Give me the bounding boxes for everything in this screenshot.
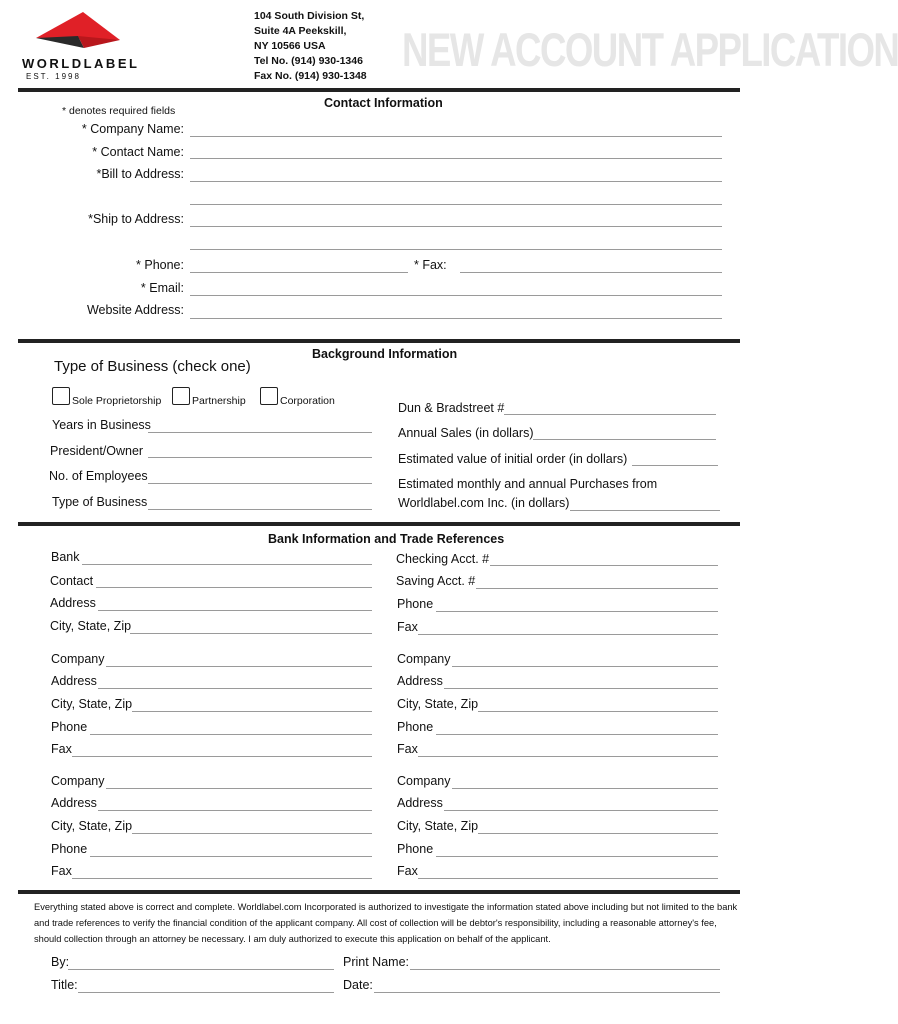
logo-est: EST. 1998 xyxy=(26,72,81,81)
ref4-company-label: Company xyxy=(397,774,451,788)
logo xyxy=(18,8,138,84)
bill-to-field[interactable] xyxy=(190,181,722,182)
address-line: Fax No. (914) 930-1348 xyxy=(254,70,367,82)
divider xyxy=(18,339,740,343)
ref3-fax-field[interactable] xyxy=(72,878,372,879)
annual-sales-label: Annual Sales (in dollars) xyxy=(398,426,534,440)
years-in-business-field[interactable] xyxy=(148,432,372,433)
email-label: * Email: xyxy=(140,281,184,295)
ref2-company-field[interactable] xyxy=(452,666,718,667)
ref4-company-field[interactable] xyxy=(452,788,718,789)
ref1-company-field[interactable] xyxy=(106,666,372,667)
corporation-checkbox[interactable] xyxy=(260,387,278,405)
bank-contact-field[interactable] xyxy=(96,587,372,588)
divider xyxy=(18,522,740,526)
address-line: 104 South Division St, xyxy=(254,10,365,22)
address-line: Suite 4A Peekskill, xyxy=(254,25,347,37)
phone-field[interactable] xyxy=(190,272,408,273)
required-note: * denotes required fields xyxy=(62,105,176,117)
legal-statement: Everything stated above is correct and complete. Worldlabel.com Incorporated is authorized to investigate the information stated above including but not limited to the bank and trade references to verify the financial condition of the applicant company. All cost of collection will be debtor's responsibility, including a reasonable attorney's fee, should collection through an attorney be necessary. I am duly authorized to execute this application on behalf of the applicant. xyxy=(34,902,738,944)
logo-mark-icon xyxy=(18,8,138,58)
title-field[interactable] xyxy=(78,992,334,993)
dun-bradstreet-label: Dun & Bradstreet # xyxy=(398,401,505,415)
bank-fax-field[interactable] xyxy=(418,634,718,635)
date-field[interactable] xyxy=(374,992,720,993)
checking-label: Checking Acct. # xyxy=(396,552,490,566)
initial-order-field[interactable] xyxy=(632,465,718,466)
contact-section-title: Contact Information xyxy=(324,96,443,110)
divider xyxy=(18,88,740,92)
employees-label: No. of Employees xyxy=(49,469,148,483)
ref2-fax-label: Fax xyxy=(397,742,418,756)
president-owner-label: President/Owner xyxy=(50,444,144,458)
business-type-field[interactable] xyxy=(148,509,372,510)
ref2-company-label: Company xyxy=(397,652,451,666)
bank-phone-label: Phone xyxy=(397,597,434,611)
business-type-label: Type of Business xyxy=(52,495,148,509)
ref1-city-label: City, State, Zip xyxy=(51,697,133,711)
ref4-city-label: City, State, Zip xyxy=(397,819,479,833)
page-title: NEW ACCOUNT APPLICATION xyxy=(402,23,898,76)
dun-bradstreet-field[interactable] xyxy=(504,414,716,415)
monthly-purchases-label-2: Worldlabel.com Inc. (in dollars) xyxy=(398,496,570,510)
phone-label: * Phone: xyxy=(136,258,184,272)
ref4-city-field[interactable] xyxy=(478,833,718,834)
bank-city-field[interactable] xyxy=(130,633,372,634)
bank-address-field[interactable] xyxy=(98,610,372,611)
ref3-city-label: City, State, Zip xyxy=(51,819,133,833)
ref4-address-label: Address xyxy=(397,796,443,810)
ref2-address-field[interactable] xyxy=(444,688,718,689)
ref2-phone-field[interactable] xyxy=(436,734,718,735)
company-name-field[interactable] xyxy=(190,136,722,137)
fax-label: * Fax: xyxy=(414,258,447,272)
saving-label: Saving Acct. # xyxy=(396,574,476,588)
ref2-city-field[interactable] xyxy=(478,711,718,712)
ship-to-label: *Ship to Address: xyxy=(88,212,184,226)
website-field[interactable] xyxy=(190,318,722,319)
annual-sales-field[interactable] xyxy=(533,439,716,440)
ref3-fax-label: Fax xyxy=(51,864,72,878)
background-section-title: Background Information xyxy=(312,347,458,361)
company-address xyxy=(254,9,367,84)
address-line: NY 10566 USA xyxy=(254,40,326,52)
checking-field[interactable] xyxy=(490,565,718,566)
ref3-city-field[interactable] xyxy=(132,833,372,834)
president-owner-field[interactable] xyxy=(148,457,372,458)
bill-to-label: *Bill to Address: xyxy=(96,167,184,181)
address-line: Tel No. (914) 930-1346 xyxy=(254,55,363,67)
ref2-phone-label: Phone xyxy=(397,720,434,734)
by-field[interactable] xyxy=(68,969,334,970)
logo-text: WORLDLABEL xyxy=(22,56,140,71)
email-field[interactable] xyxy=(190,295,722,296)
bank-field[interactable] xyxy=(82,564,372,565)
corporation-label: Corporation xyxy=(280,395,335,407)
bank-label: Bank xyxy=(51,550,80,564)
title-label: Title: xyxy=(51,978,78,992)
monthly-purchases-label: Estimated monthly and annual Purchases from xyxy=(398,477,658,491)
ship-to-field[interactable] xyxy=(190,226,722,227)
divider xyxy=(18,890,740,894)
bank-section-title: Bank Information and Trade References xyxy=(268,532,505,546)
ref1-fax-label: Fax xyxy=(51,742,72,756)
ref1-address-label: Address xyxy=(51,674,97,688)
ref4-fax-field[interactable] xyxy=(418,878,718,879)
bank-phone-field[interactable] xyxy=(436,611,718,612)
type-of-business-heading: Type of Business (check one) xyxy=(54,358,251,375)
ref2-address-label: Address xyxy=(397,674,443,688)
ref3-company-label: Company xyxy=(51,774,105,788)
ref1-city-field[interactable] xyxy=(132,711,372,712)
date-label: Date: xyxy=(343,978,373,992)
fax-field[interactable] xyxy=(460,272,722,273)
ref3-address-label: Address xyxy=(51,796,97,810)
ref4-phone-label: Phone xyxy=(397,842,434,856)
employees-field[interactable] xyxy=(148,483,372,484)
sole-proprietorship-checkbox[interactable] xyxy=(52,387,70,405)
years-in-business-label: Years in Business xyxy=(52,418,151,432)
ref1-phone-label: Phone xyxy=(51,720,88,734)
bank-address-label: Address xyxy=(50,596,96,610)
sole-proprietorship-label: Sole Proprietorship xyxy=(72,395,162,407)
ref1-address-field[interactable] xyxy=(98,688,372,689)
print-name-field[interactable] xyxy=(410,969,720,970)
contact-name-label: * Contact Name: xyxy=(92,145,184,159)
ref3-phone-field[interactable] xyxy=(90,856,372,857)
bank-contact-label: Contact xyxy=(50,574,94,588)
ref2-city-label: City, State, Zip xyxy=(397,697,479,711)
monthly-purchases-field[interactable] xyxy=(570,510,720,511)
ref1-company-label: Company xyxy=(51,652,105,666)
by-label: By: xyxy=(51,955,70,969)
ref4-fax-label: Fax xyxy=(397,864,418,878)
ref4-phone-field[interactable] xyxy=(436,856,718,857)
initial-order-label: Estimated value of initial order (in dollars) xyxy=(398,452,628,466)
ship-to-field-2[interactable] xyxy=(190,249,722,250)
saving-field[interactable] xyxy=(476,588,718,589)
company-name-label: * Company Name: xyxy=(81,122,184,136)
print-name-label: Print Name: xyxy=(343,955,409,969)
ref3-company-field[interactable] xyxy=(106,788,372,789)
partnership-label: Partnership xyxy=(192,395,246,407)
bank-city-label: City, State, Zip xyxy=(50,619,132,633)
bill-to-field-2[interactable] xyxy=(190,204,722,205)
contact-name-field[interactable] xyxy=(190,158,722,159)
ref1-phone-field[interactable] xyxy=(90,734,372,735)
partnership-checkbox[interactable] xyxy=(172,387,190,405)
ref4-address-field[interactable] xyxy=(444,810,718,811)
ref3-address-field[interactable] xyxy=(98,810,372,811)
website-label: Website Address: xyxy=(86,303,184,317)
bank-fax-label: Fax xyxy=(397,620,418,634)
ref1-fax-field[interactable] xyxy=(72,756,372,757)
ref3-phone-label: Phone xyxy=(51,842,88,856)
ref2-fax-field[interactable] xyxy=(418,756,718,757)
